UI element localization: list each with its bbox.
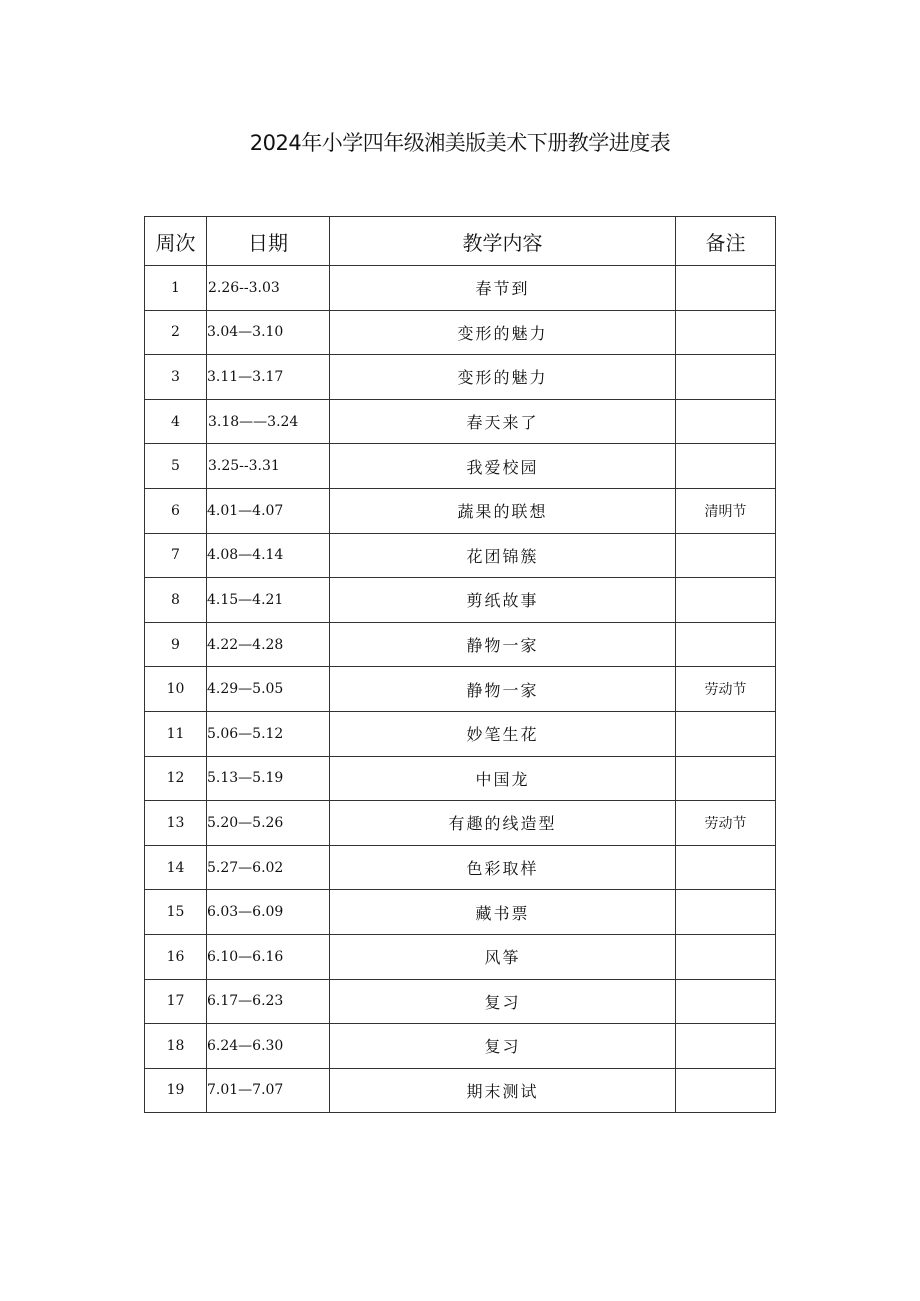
cell-date: 5.20—5.26 xyxy=(207,801,330,846)
table-row xyxy=(145,622,776,667)
cell-content: 花团锦簇 xyxy=(330,533,676,578)
page-title: 2024年小学四年级湘美版美术下册教学进度表 xyxy=(249,131,671,155)
cell-note xyxy=(676,934,776,979)
cell-content: 春天来了 xyxy=(330,399,676,444)
cell-date: 2.26--3.03 xyxy=(207,266,330,311)
header-date: 日期 xyxy=(207,217,330,266)
header-note: 备注 xyxy=(676,217,776,266)
cell-content: 期末测试 xyxy=(330,1068,676,1113)
table-row xyxy=(145,533,776,578)
cell-date: 3.18——3.24 xyxy=(207,399,330,444)
cell-week: 10 xyxy=(145,667,207,712)
table-row xyxy=(145,266,776,311)
cell-date: 4.29—5.05 xyxy=(207,667,330,712)
cell-date: 5.13—5.19 xyxy=(207,756,330,801)
cell-week: 9 xyxy=(145,622,207,667)
cell-week: 16 xyxy=(145,934,207,979)
cell-note xyxy=(676,533,776,578)
cell-note xyxy=(676,578,776,623)
table-body xyxy=(145,266,776,1113)
cell-week: 14 xyxy=(145,845,207,890)
cell-date: 3.11—3.17 xyxy=(207,355,330,400)
cell-date: 5.27—6.02 xyxy=(207,845,330,890)
table-row xyxy=(145,845,776,890)
cell-week: 13 xyxy=(145,801,207,846)
cell-content: 静物一家 xyxy=(330,667,676,712)
table-row xyxy=(145,667,776,712)
cell-date: 4.08—4.14 xyxy=(207,533,330,578)
table-row xyxy=(145,934,776,979)
cell-date: 6.17—6.23 xyxy=(207,979,330,1024)
cell-date: 4.01—4.07 xyxy=(207,488,330,533)
cell-content: 妙笔生花 xyxy=(330,711,676,756)
cell-week: 1 xyxy=(145,266,207,311)
cell-week: 15 xyxy=(145,890,207,935)
cell-date: 6.10—6.16 xyxy=(207,934,330,979)
cell-note xyxy=(676,266,776,311)
cell-content: 有趣的线造型 xyxy=(330,801,676,846)
cell-date: 3.25--3.31 xyxy=(207,444,330,489)
cell-week: 4 xyxy=(145,399,207,444)
header-content: 教学内容 xyxy=(330,217,676,266)
cell-note xyxy=(676,1068,776,1113)
cell-content: 变形的魅力 xyxy=(330,355,676,400)
table-row xyxy=(145,801,776,846)
cell-week: 3 xyxy=(145,355,207,400)
cell-note xyxy=(676,310,776,355)
cell-week: 12 xyxy=(145,756,207,801)
cell-note xyxy=(676,622,776,667)
cell-content: 变形的魅力 xyxy=(330,310,676,355)
table-row xyxy=(145,444,776,489)
cell-note: 清明节 xyxy=(676,488,776,533)
cell-note xyxy=(676,979,776,1024)
cell-note xyxy=(676,399,776,444)
cell-note xyxy=(676,845,776,890)
cell-week: 7 xyxy=(145,533,207,578)
table-row xyxy=(145,756,776,801)
cell-note xyxy=(676,1024,776,1069)
table-row xyxy=(145,1068,776,1113)
cell-date: 5.06—5.12 xyxy=(207,711,330,756)
table-row xyxy=(145,488,776,533)
cell-week: 5 xyxy=(145,444,207,489)
cell-content: 春节到 xyxy=(330,266,676,311)
cell-content: 蔬果的联想 xyxy=(330,488,676,533)
table-row xyxy=(145,979,776,1024)
table-row xyxy=(145,399,776,444)
table-row xyxy=(145,578,776,623)
cell-content: 风筝 xyxy=(330,934,676,979)
cell-note: 劳动节 xyxy=(676,801,776,846)
schedule-table xyxy=(144,216,776,1113)
cell-note: 劳动节 xyxy=(676,667,776,712)
table-row xyxy=(145,1024,776,1069)
cell-week: 19 xyxy=(145,1068,207,1113)
cell-content: 静物一家 xyxy=(330,622,676,667)
cell-content: 剪纸故事 xyxy=(330,578,676,623)
cell-week: 11 xyxy=(145,711,207,756)
table-row xyxy=(145,711,776,756)
cell-date: 7.01—7.07 xyxy=(207,1068,330,1113)
header-week: 周次 xyxy=(145,217,207,266)
cell-note xyxy=(676,890,776,935)
cell-date: 4.22—4.28 xyxy=(207,622,330,667)
cell-content: 复习 xyxy=(330,1024,676,1069)
cell-content: 我爱校园 xyxy=(330,444,676,489)
table-row xyxy=(145,310,776,355)
cell-date: 4.15—4.21 xyxy=(207,578,330,623)
cell-note xyxy=(676,444,776,489)
cell-week: 2 xyxy=(145,310,207,355)
cell-note xyxy=(676,355,776,400)
table-row xyxy=(145,890,776,935)
cell-content: 中国龙 xyxy=(330,756,676,801)
cell-content: 色彩取样 xyxy=(330,845,676,890)
cell-week: 6 xyxy=(145,488,207,533)
table-header-row xyxy=(145,217,776,266)
cell-date: 3.04—3.10 xyxy=(207,310,330,355)
cell-week: 18 xyxy=(145,1024,207,1069)
table-row xyxy=(145,355,776,400)
cell-date: 6.24—6.30 xyxy=(207,1024,330,1069)
cell-date: 6.03—6.09 xyxy=(207,890,330,935)
cell-week: 17 xyxy=(145,979,207,1024)
cell-note xyxy=(676,756,776,801)
cell-content: 复习 xyxy=(330,979,676,1024)
cell-content: 藏书票 xyxy=(330,890,676,935)
cell-week: 8 xyxy=(145,578,207,623)
cell-note xyxy=(676,711,776,756)
